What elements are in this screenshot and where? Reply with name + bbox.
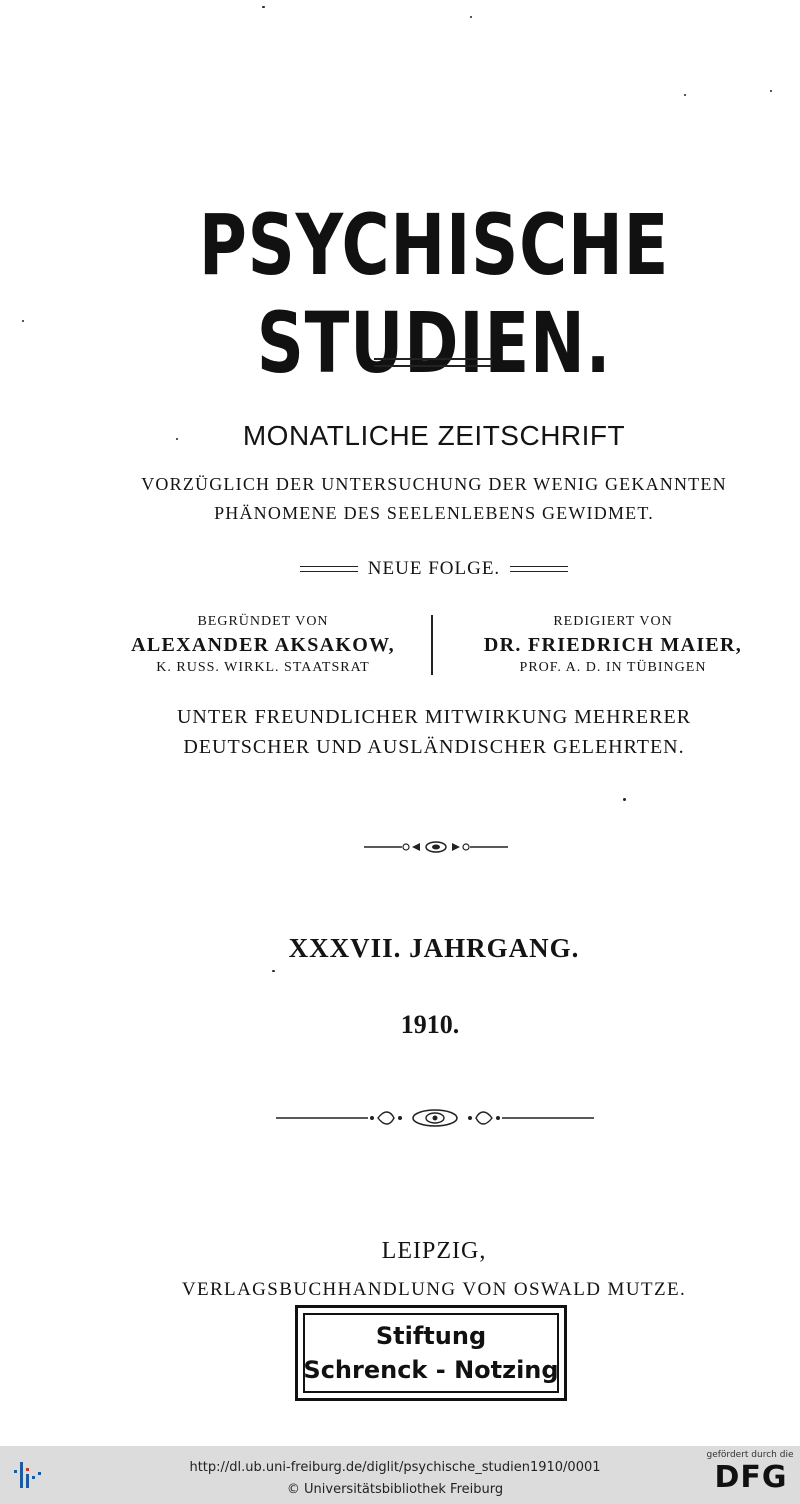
description-line-2: PHÄNOMENE DES SEELENLEBENS GEWIDMET.	[214, 503, 654, 523]
series-rule-right	[510, 566, 568, 572]
publication-year: 1910.	[400, 1010, 460, 1039]
editor-name: DR. FRIEDRICH MAIER,	[483, 634, 743, 656]
editor-block	[448, 612, 778, 678]
description-line-1: VORZÜGLICH DER UNTERSUCHUNG DER WENIG GEKANNTEN	[141, 474, 727, 494]
series-row	[0, 558, 800, 580]
publisher: VERLAGSBUCHHANDLUNG VON OSWALD MUTZE.	[181, 1279, 687, 1300]
founder-block	[98, 612, 428, 678]
series-label: NEUE FOLGE.	[367, 558, 501, 579]
dfg-logo: DFG	[714, 1460, 788, 1495]
founder-role: K. RUSS. WIRKL. STAATSRAT	[156, 660, 370, 675]
stamp-line-1: Stiftung	[375, 1322, 487, 1350]
editor-role: PROF. A. D. IN TÜBINGEN	[519, 660, 707, 675]
footer-copyright: © Universitätsbibliothek Freiburg	[286, 1482, 504, 1497]
library-stamp	[295, 1305, 567, 1401]
editor-label: REDIGIERT VON	[553, 614, 673, 629]
collaboration-line-2: DEUTSCHER UND AUSLÄNDISCHER GELEHRTEN.	[183, 736, 685, 758]
collaboration-line-1: UNTER FREUNDLICHER MITWIRKUNG MEHRERER	[176, 706, 692, 728]
volume-label: XXXVII. JAHRGANG.	[288, 933, 580, 963]
funding-note: gefördert durch die	[706, 1450, 794, 1460]
publication-place: LEIPZIG,	[381, 1238, 487, 1264]
title-rule	[374, 358, 492, 367]
footer-url[interactable]: http://dl.ub.uni-freiburg.de/diglit/psychische_studien1910/0001	[189, 1460, 601, 1475]
founder-label: BEGRÜNDET VON	[197, 614, 329, 629]
credit-divider	[431, 615, 433, 675]
ornament-small	[364, 838, 508, 856]
ornament-large	[276, 1106, 594, 1130]
journal-subtitle: MONATLICHE ZEITSCHRIFT	[242, 420, 626, 451]
footer-bar	[0, 1446, 800, 1504]
series-rule-left	[300, 566, 358, 572]
journal-title: PSYCHISCHE STUDIEN.	[198, 196, 670, 392]
stamp-line-2: Schrenck - Notzing	[303, 1356, 559, 1384]
founder-name: ALEXANDER AKSAKOW,	[131, 634, 395, 656]
